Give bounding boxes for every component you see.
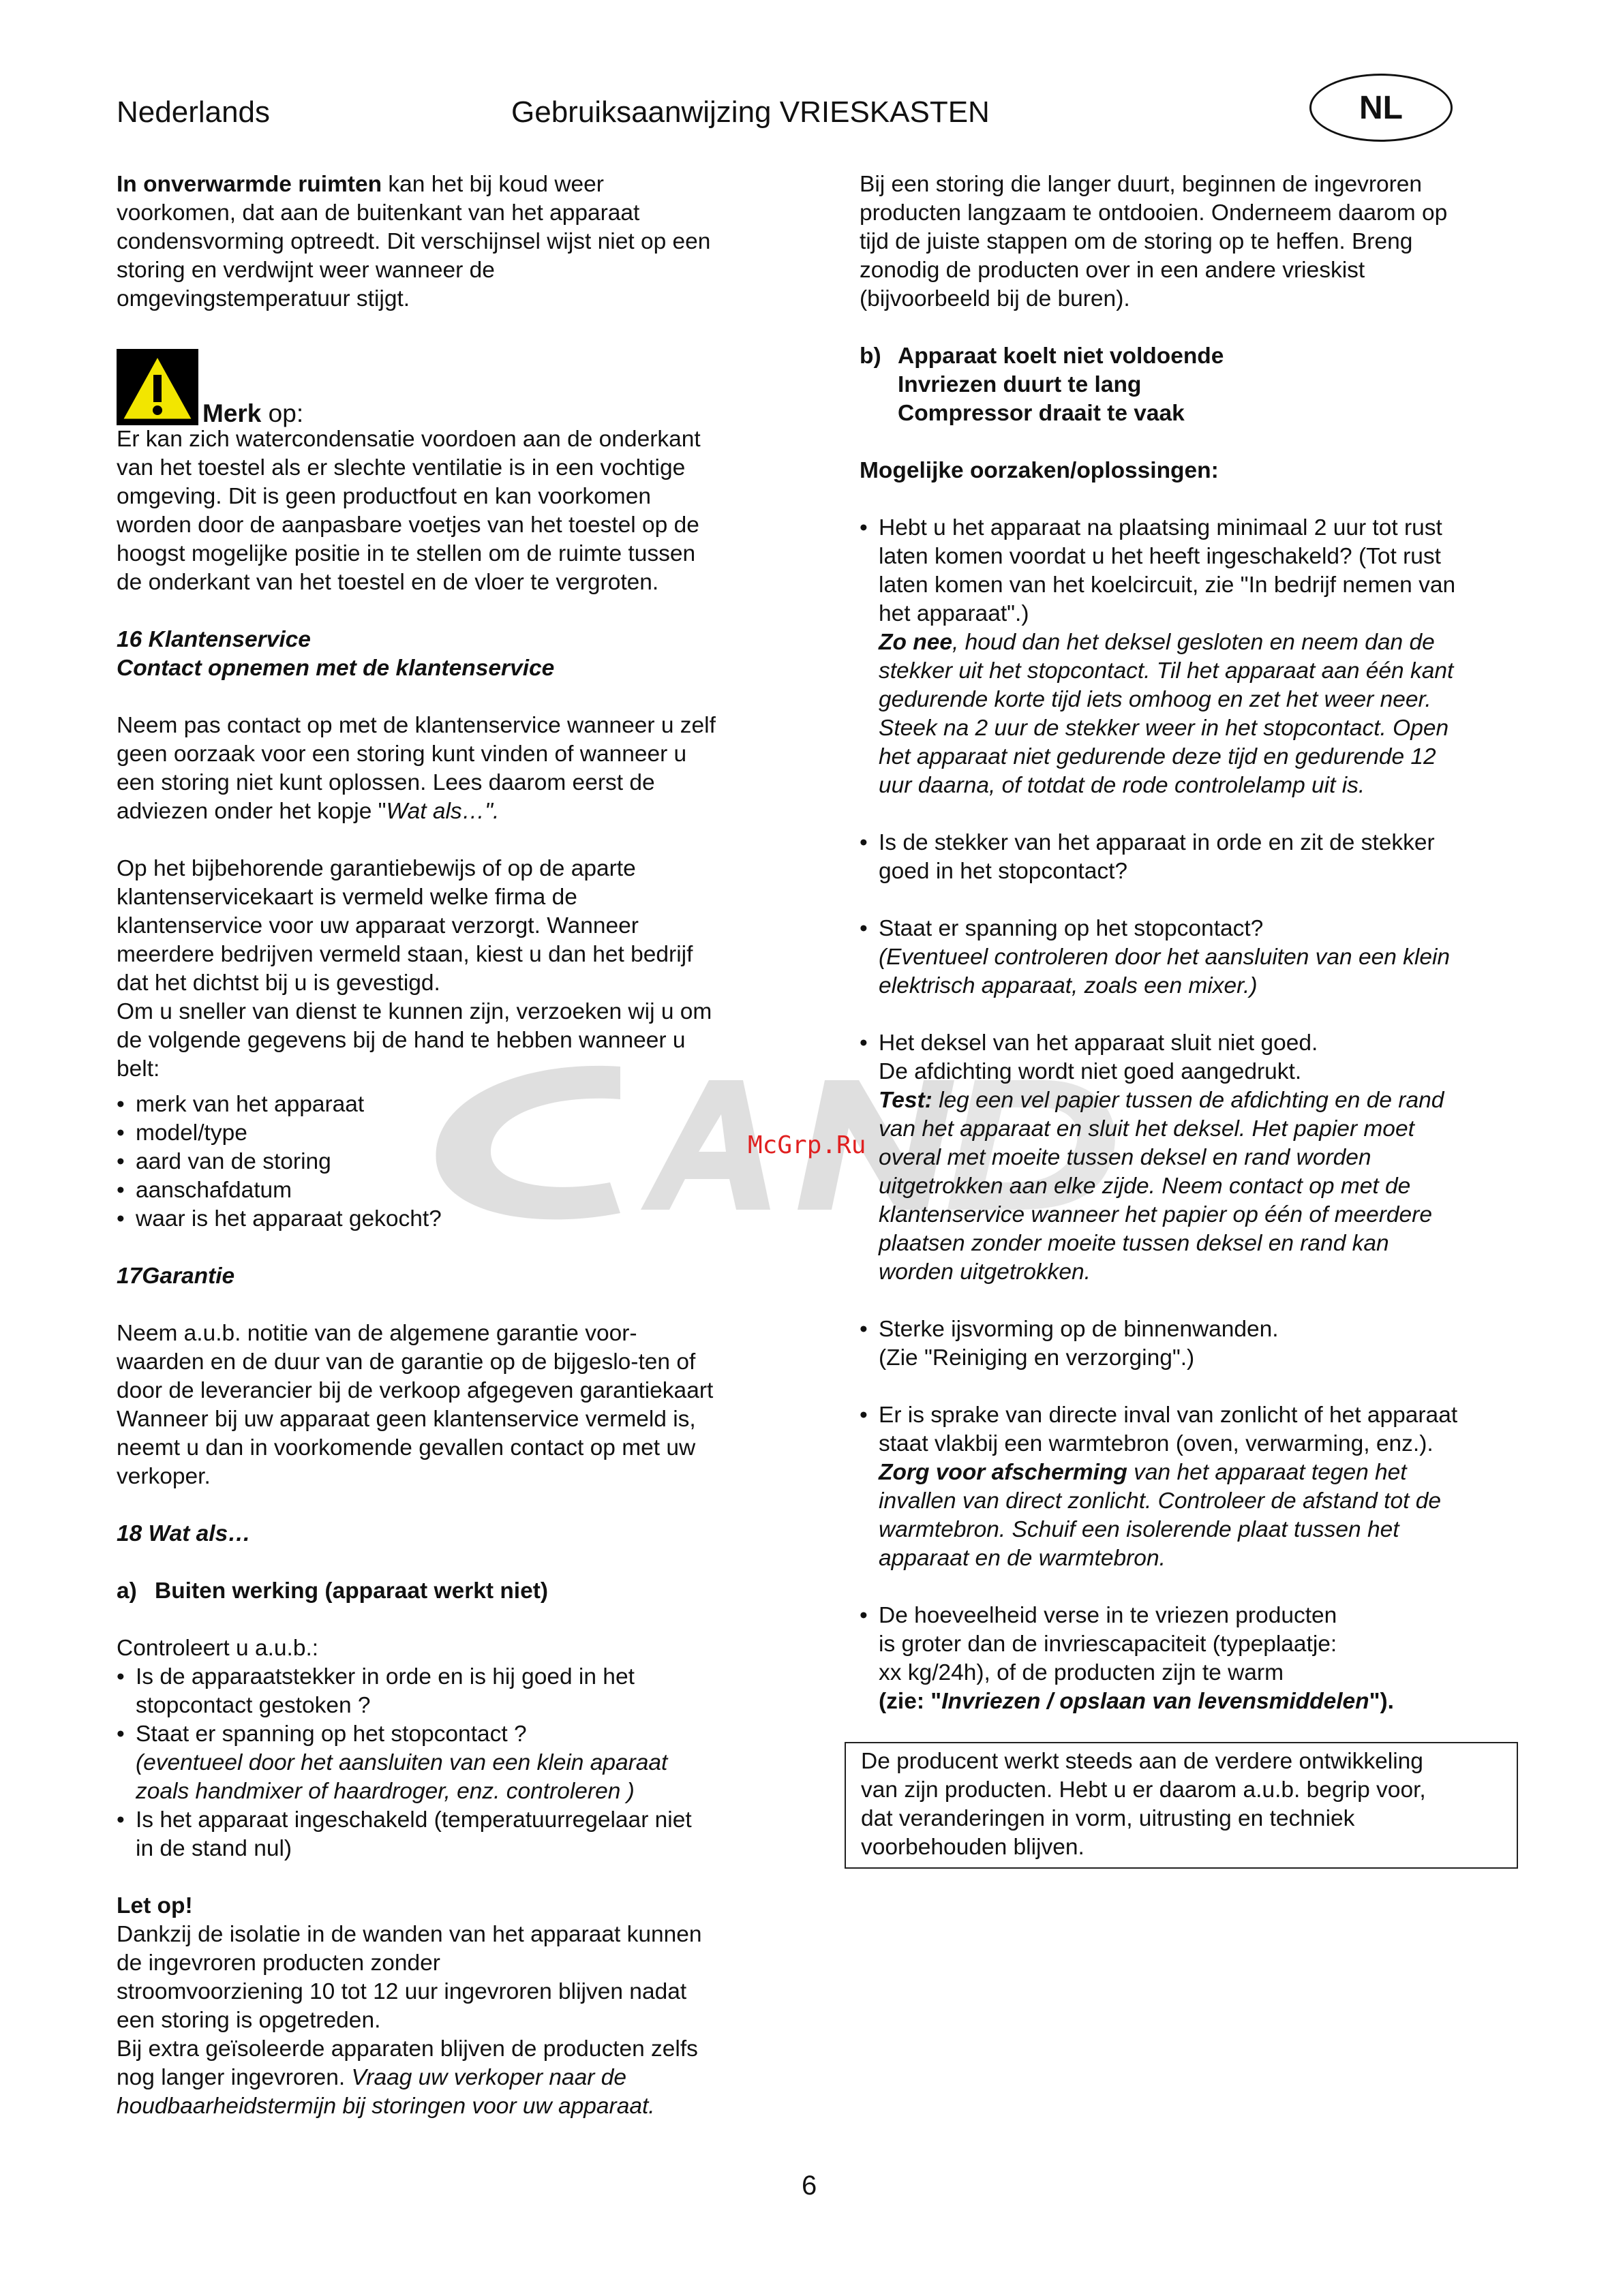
list-item: • aanschafdatum bbox=[117, 1176, 771, 1205]
list-item: • waar is het apparaat gekocht? bbox=[117, 1205, 771, 1234]
watermark-site: McGrp.Ru bbox=[748, 1131, 866, 1159]
list-item: • Staat er spanning op het stopcontact ? bbox=[117, 1720, 771, 1749]
intro-bold: In onverwarmde ruimten bbox=[117, 172, 382, 197]
let-op-title: Let op! bbox=[117, 1893, 193, 1918]
list-item: • model/type bbox=[117, 1119, 771, 1148]
list-item: • aard van de storing bbox=[117, 1148, 771, 1176]
section-18-title: 18 Wat als… bbox=[117, 1521, 251, 1546]
list-item: • Staat er spanning op het stopcontact? bbox=[860, 915, 1528, 943]
notice-box: De producent werkt steeds aan de verdere ontwikkeling van zijn producten. Hebt u er daarom a.u.b. begrip voor, dat veranderingen in vorm, uitrusting en techniek voorbehouden blijven. bbox=[845, 1742, 1518, 1869]
left-column: In onverwarmde ruimten kan het bij koud weer voorkomen, dat aan de buitenkant van het apparaat condensvorming optreedt. Dit verschijnsel wijst niet op een storing en verdwijnt weer wanneer de omgevingstemperatuur stijgt. Merk op: Er kan zich watercondensatie voordoen aan de onderkant van het toestel als er slechte ventilatie is in een vochtige omgeving. Dit is geen productfout en kan voorkomen worden door de aanpasbare voetjes van het toestel op de hoogst mogelijke positie in te stellen om de ruimte tussen de onderkant van het toestel en de vloer te vergroten. 16 Klantenservice Contact opnemen met de klantenservice Neem pas contact op met de klantenservice wanneer u zelf geen oorzaak voor een storing kunt vinden of wanneer u een storing niet kunt oplossen. Lees daarom eerst de adviezen onder het kopje "Wat als…". Op het bijbehorende garantiebewijs of op de aparte klantenservicekaart is vermeld welke firma de klantenservice voor uw apparaat verzorgt. Wanneer meerdere bedrijven vermeld staan, kiest u dan het bedrijf dat het dichtst bij u is gevestigd. Om u sneller van dienst te kunnen zijn, verzoeken wij u om de volgende gegevens bij de hand te hebben wanneer u belt: • merk van het apparaat • model/type • aard van de storing • aanschafdatum • waar is het apparaat gekocht? 17Garantie Neem a.u.b. notitie van de algemene garantie voor- waarden en de duur van de garantie op de bijgeslo-ten of door de leverancier bij de verkoop afgegeven garantiekaart Wanneer bij uw apparaat geen klantenservice vermeld is, neemt u dan in voorkomende gevallen contact op met uw verkoper. 18 Wat als… a) Buiten werking (apparaat werkt niet) Controleert u a.u.b.: • Is de apparaatstekker in orde en is hij goed in het stopcontact gestoken ? • Staat er spanning op het stopcontact ? (eventueel door het aansluiten van een klein aparaat zoals handmixer of haardroger, enz. controleren ) • Is het apparaat ingeschakeld (temperatuurregelaar niet in de stand nul) Let op! Dankzij de isolatie in de wanden van het apparaat kunnen de ingevroren producten zonder stroomvoorziening 10 tot 12 uur ingevroren blijven nadat een storing is opgetreden. Bij extra geïsoleerde apparaten blijven de producten zelfs nog langer ingevroren. Vraag uw verkoper naar de houdbaarheidstermijn bij storingen voor uw apparaat. bbox=[117, 170, 771, 2121]
merk-op-heading: Merk op: bbox=[117, 345, 771, 425]
list-item: • De hoeveelheid verse in te vriezen producten bbox=[860, 1602, 1528, 1630]
causes-title: Mogelijke oorzaken/oplossingen: bbox=[860, 458, 1219, 483]
warning-triangle-icon bbox=[117, 349, 198, 425]
header-language: Nederlands bbox=[117, 95, 271, 129]
language-badge: NL bbox=[1309, 74, 1453, 142]
intro-line: In onverwarmde ruimten kan het bij koud weer bbox=[117, 172, 604, 197]
list-item: • Sterke ijsvorming op de binnenwanden. bbox=[860, 1315, 1528, 1344]
header-title: Gebruiksaanwijzing VRIESKASTEN bbox=[511, 95, 990, 129]
list-item: • merk van het apparaat bbox=[117, 1090, 771, 1119]
list-item: • Hebt u het apparaat na plaatsing minimaal 2 uur tot rust bbox=[860, 514, 1528, 542]
subsection-a-title: a) Buiten werking (apparaat werkt niet) bbox=[117, 1578, 549, 1604]
list-item: • Is de apparaatstekker in orde en is hij goed in het bbox=[117, 1663, 771, 1692]
section-16-subtitle: Contact opnemen met de klantenservice bbox=[117, 656, 555, 681]
subsection-b-title: b) Apparaat koelt niet voldoende bbox=[860, 343, 1224, 369]
list-item: • Is het apparaat ingeschakeld (temperatuurregelaar niet bbox=[117, 1806, 771, 1835]
section-17-title: 17Garantie bbox=[117, 1264, 235, 1289]
list-item: • Er is sprake van directe inval van zonlicht of het apparaat bbox=[860, 1401, 1528, 1430]
list-item: • Het deksel van het apparaat sluit niet goed. bbox=[860, 1029, 1528, 1058]
section-16-title: 16 Klantenservice bbox=[117, 627, 311, 652]
page-number: 6 bbox=[802, 2171, 817, 2201]
right-column: Bij een storing die langer duurt, beginnen de ingevroren producten langzaam te ontdooien. Onderneem daarom op tijd de juiste stappen om de storing op te heffen. Breng zonodig de producten over in een andere vrieskist (bijvoorbeeld bij de buren). b) Apparaat koelt niet voldoende Invriezen duurt te lang Compressor draait te vaak Mogelijke oorzaken/oplossingen: • Hebt u het apparaat na plaatsing minimaal 2 uur tot rust laten komen voordat u het heeft ingeschakeld? (Tot rust laten komen van het koelcircuit, zie "In bedrijf nemen van het apparaat".) Zo nee, houd dan het deksel gesloten en neem dan de stekker uit het stopcontact. Til het apparaat aan één kant gedurende korte tijd iets omhoog en zet het weer neer. Steek na 2 uur de stekker weer in het stopcontact. Open het apparaat niet gedurende deze tijd en gedurende 12 uur daarna, of totdat de rode controlelamp uit is. • Is de stekker van het apparaat in orde en zit de stekker goed in het stopcontact? • Staat er spanning op het stopcontact? (Eventueel controleren door het aansluiten van een klein elektrisch apparaat, zoals een mixer.) • Het deksel van het apparaat sluit niet goed. De afdichting wordt niet goed aangedrukt. Test: leg een vel papier tussen de afdichting en de rand van het apparaat en sluit het deksel. Het papier moet overal met moeite tussen deksel en rand worden uitgetrokken aan elke zijde. Neem contact op met de klantenservice wanneer het papier op één of meerdere plaatsen zonder moeite tussen deksel en rand kan worden uitgetrokken. • Sterke ijsvorming op de binnenwanden. (Zie "Reiniging en verzorging".) • Er is sprake van directe inval van zonlicht of het apparaat staat vlakbij een warmtebron (oven, verwarming, enz.). Zorg voor afscherming van het apparaat tegen het invallen van direct zonlicht. Controleer de afstand tot de warmtebron. Schuif een isolerende plaat tussen het apparaat en de warmtebron. • De hoeveelheid verse in te vriezen producten is groter dan de invriescapaciteit (typeplaatje: xx kg/24h), of de producten zijn te warm (zie: "Invriezen / opslaan van levensmiddelen"). De producent werkt steeds aan de verdere ontwikkeling van zijn producten. Hebt u er daarom a.u.b. begrip voor, dat veranderingen in vorm, uitrusting en techniek voorbehouden blijven. bbox=[860, 170, 1528, 1869]
list-item: • Is de stekker van het apparaat in orde en zit de stekker bbox=[860, 829, 1528, 857]
